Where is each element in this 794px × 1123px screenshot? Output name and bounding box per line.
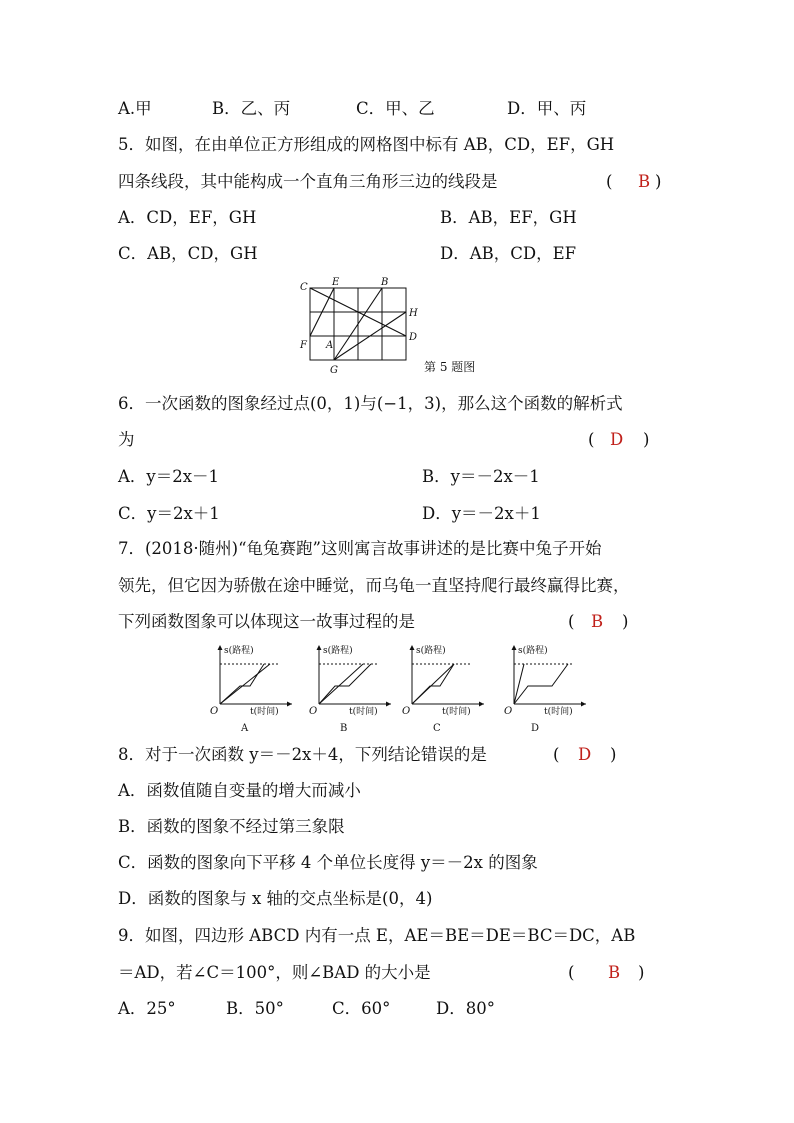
q5-label-g: G bbox=[330, 365, 338, 376]
q6-option-b: B．y＝－2x－1 bbox=[422, 467, 540, 486]
rabbit-path bbox=[220, 664, 264, 704]
origin-label: O bbox=[504, 706, 513, 717]
graph-label-b: B bbox=[340, 723, 348, 734]
q7-stem-line3: 下列函数图象可以体现这一故事过程的是 bbox=[118, 612, 415, 631]
q9-option-c: C．60° bbox=[332, 999, 391, 1018]
q9-paren-close: ) bbox=[638, 963, 645, 982]
q5-paren-close: ) bbox=[655, 172, 662, 191]
rabbit-path bbox=[319, 664, 371, 704]
q7-graph-b bbox=[305, 642, 395, 737]
q4-option-d: D．甲、丙 bbox=[507, 99, 587, 118]
q7-paren-open: ( bbox=[568, 612, 575, 631]
q9-option-d: D．80° bbox=[436, 999, 495, 1018]
y-axis-label: s(路程) bbox=[416, 646, 446, 656]
q9-option-a: A．25° bbox=[118, 999, 176, 1018]
q7-graph-a bbox=[206, 642, 296, 737]
q5-label-f: F bbox=[300, 340, 307, 351]
origin-label: O bbox=[402, 706, 411, 717]
q5-label-e: E bbox=[332, 277, 340, 288]
q5-label-d: D bbox=[409, 332, 418, 343]
q6-option-a: A．y＝2x－1 bbox=[118, 467, 220, 486]
turtle-path bbox=[220, 664, 270, 704]
y-axis-label: s(路程) bbox=[323, 646, 353, 656]
q5-option-a: A．CD，EF，GH bbox=[118, 208, 257, 227]
q4-option-a: A.甲 bbox=[118, 99, 152, 118]
q7-graph-c bbox=[398, 642, 488, 737]
q9-answer: B bbox=[608, 963, 621, 982]
q8-paren-close: ) bbox=[610, 745, 617, 764]
q5-label-a: A bbox=[326, 340, 334, 351]
q8-option-a: A．函数值随自变量的增大而减小 bbox=[118, 781, 361, 800]
q5-option-c: C．AB，CD，GH bbox=[118, 244, 258, 263]
origin-label: O bbox=[309, 706, 318, 717]
q5-stem-line1: 5．如图，在由单位正方形组成的网格图中标有 AB，CD，EF，GH bbox=[118, 135, 615, 154]
q8-paren-open: ( bbox=[553, 745, 560, 764]
q6-stem-line1: 6．一次函数的图象经过点(0，1)与(−1，3)，那么这个函数的解析式 bbox=[118, 394, 623, 413]
q8-option-d: D．函数的图象与 x 轴的交点坐标是(0，4) bbox=[118, 889, 433, 908]
q4-option-b: B．乙、丙 bbox=[212, 99, 291, 118]
turtle-path bbox=[319, 664, 363, 704]
q9-stem-line2: ＝AD，若∠C＝100°，则∠BAD 的大小是 bbox=[118, 963, 431, 982]
x-axis-label: t(时间) bbox=[544, 707, 573, 717]
q6-paren-close: ) bbox=[643, 430, 650, 449]
q7-paren-close: ) bbox=[622, 612, 629, 631]
q6-answer: D bbox=[610, 430, 624, 449]
q8-option-c: C．函数的图象向下平移 4 个单位长度得 y＝－2x 的图象 bbox=[118, 853, 538, 872]
q8-answer: D bbox=[578, 745, 592, 764]
q9-option-b: B．50° bbox=[226, 999, 284, 1018]
q5-label-b: B bbox=[381, 277, 389, 288]
q6-option-d: D．y＝－2x＋1 bbox=[422, 504, 541, 523]
turtle-path bbox=[412, 664, 454, 704]
q9-stem-line1: 9．如图，四边形 ABCD 内有一点 E，AE＝BE＝DE＝BC＝DC，AB bbox=[118, 926, 636, 945]
graph-label-d: D bbox=[531, 723, 540, 734]
q5-answer: B bbox=[638, 172, 651, 191]
q7-stem-line2: 领先，但它因为骄傲在途中睡觉，而乌龟一直坚持爬行最终赢得比赛， bbox=[118, 576, 630, 595]
q8-option-b: B．函数的图象不经过第三象限 bbox=[118, 817, 345, 836]
graph-label-c: C bbox=[433, 723, 441, 734]
q5-caption: 第 5 题图 bbox=[424, 360, 476, 374]
q5-stem-line2: 四条线段，其中能构成一个直角三角形三边的线段是 bbox=[118, 172, 498, 191]
q5-paren-open: ( bbox=[606, 172, 613, 191]
q7-graph-d bbox=[500, 642, 590, 737]
x-axis-label: t(时间) bbox=[349, 707, 378, 717]
q5-label-c: C bbox=[300, 282, 308, 293]
x-axis-label: t(时间) bbox=[250, 707, 279, 717]
q5-option-b: B．AB，EF，GH bbox=[440, 208, 577, 227]
q6-option-c: C．y＝2x＋1 bbox=[118, 504, 220, 523]
q9-paren-open: ( bbox=[568, 963, 575, 982]
graph-label-a: A bbox=[241, 723, 249, 734]
origin-label: O bbox=[210, 706, 219, 717]
y-axis-label: s(路程) bbox=[224, 646, 254, 656]
q5-grid-figure bbox=[296, 276, 506, 378]
q6-stem-line2: 为 bbox=[118, 430, 135, 449]
q6-paren-open: ( bbox=[588, 430, 595, 449]
q7-answer: B bbox=[591, 612, 604, 631]
q5-label-h: H bbox=[409, 308, 418, 319]
x-axis-label: t(时间) bbox=[442, 707, 471, 717]
q4-option-c: C．甲、乙 bbox=[356, 99, 435, 118]
q8-stem-line1: 8．对于一次函数 y＝－2x＋4，下列结论错误的是 bbox=[118, 745, 487, 764]
y-axis-label: s(路程) bbox=[518, 646, 548, 656]
q7-stem-line1: 7．(2018·随州)“龟兔赛跑”这则寓言故事讲述的是比赛中兔子开始 bbox=[118, 539, 602, 558]
q5-option-d: D．AB，CD，EF bbox=[440, 244, 577, 263]
